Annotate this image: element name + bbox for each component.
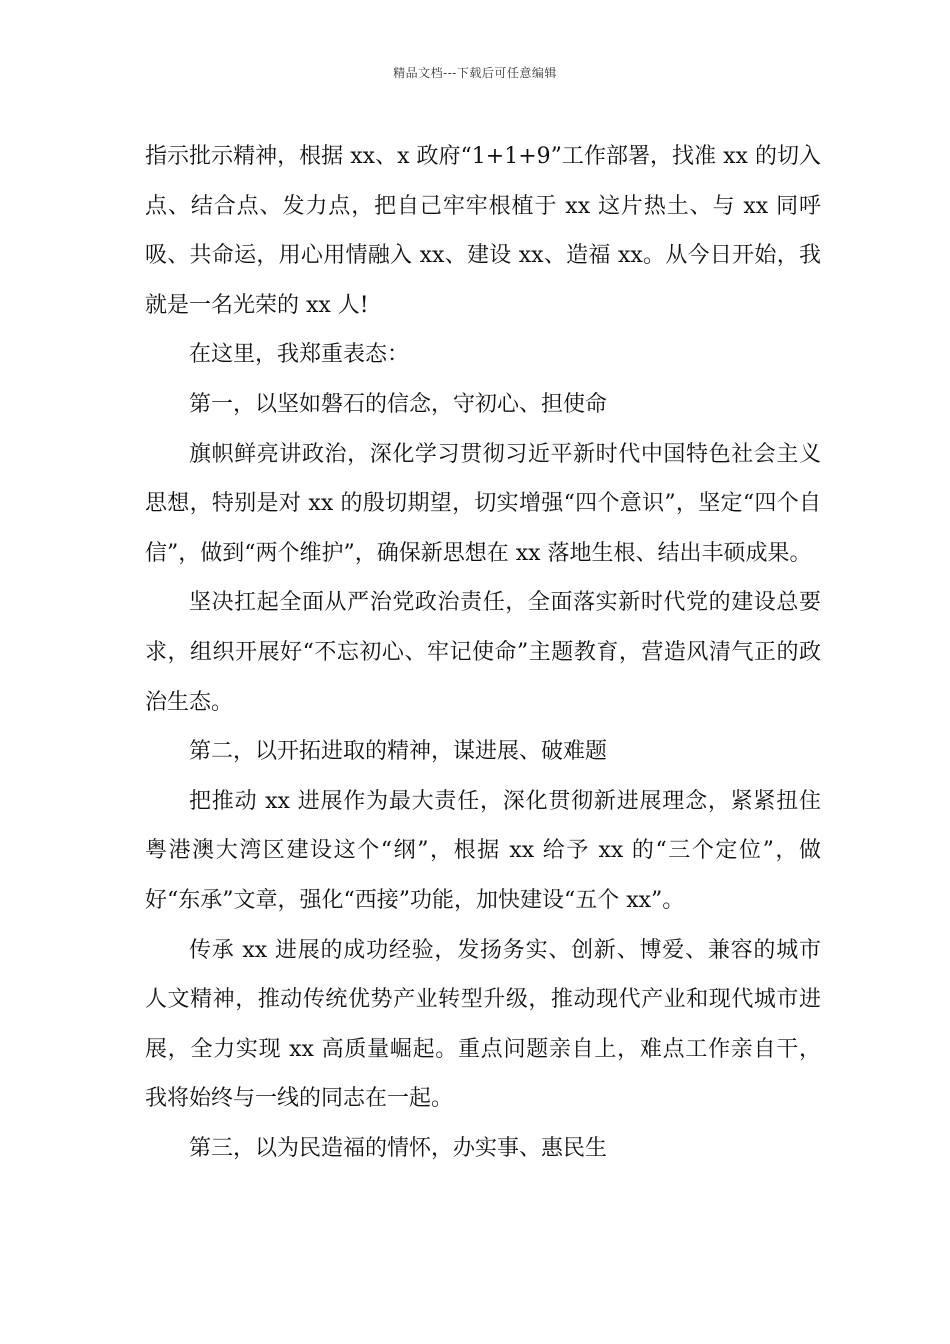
paragraph: 旗帜鲜亮讲政治，深化学习贯彻习近平新时代中国特色社会主义思想，特别是对 xx 的殷切期望，切实增强“四个意识”，坚定“四个自信”，做到“两个维护”，确保新思想在 xx 落地生根、结出丰硕成果。 bbox=[145, 441, 821, 566]
page-header: 精品文档---下载后可任意编辑 bbox=[393, 66, 557, 80]
document-body bbox=[145, 132, 821, 1173]
paragraph-statement-intro: 在这里，我郑重表态： bbox=[189, 342, 410, 368]
paragraph-continued: 指示批示精神，根据 xx、x 政府“1+1+9”工作部署，找准 xx 的切入点、结合点、发力点，把自己牢牢根植于 xx 这片热土、与 xx 同呼吸、共命运，用心用情融入 xx、建设 xx、造福 xx。从今日开始，我就是一名光荣的 xx 人! bbox=[145, 144, 821, 318]
section-heading-third: 第三，以为民造福的情怀，办实事、惠民生 bbox=[189, 1135, 608, 1161]
paragraph: 坚决扛起全面从严治党政治责任，全面落实新时代党的建设总要求，组织开展好“不忘初心、牢记使命”主题教育，营造风清气正的政治生态。 bbox=[145, 590, 821, 715]
section-heading-first: 第一，以坚如磐石的信念，守初心、担使命 bbox=[189, 391, 608, 417]
paragraph: 把推动 xx 进展作为最大责任，深化贯彻新进展理念，紧紧扭住粤港澳大湾区建设这个“纲”，根据 xx 给予 xx 的“三个定位”，做好“东承”文章，强化“西接”功能，加快建设“五个 xx”。 bbox=[145, 788, 821, 913]
section-heading-second: 第二，以开拓进取的精神，谋进展、破难题 bbox=[189, 739, 608, 765]
paragraph: 传承 xx 进展的成功经验，发扬务实、创新、博爱、兼容的城市人文精神，推动传统优势产业转型升级，推动现代产业和现代城市进展，全力实现 xx 高质量崛起。重点问题亲自上，难点工作亲自干，我将始终与一线的同志在一起。 bbox=[145, 937, 821, 1112]
